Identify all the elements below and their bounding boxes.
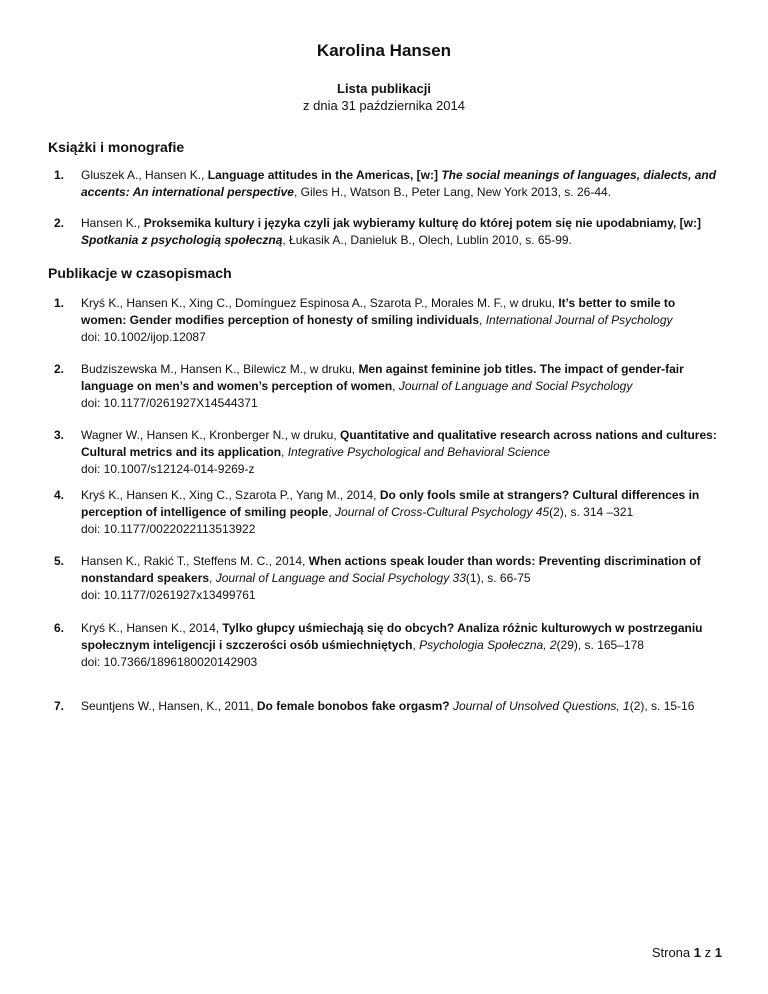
item-number: 7. bbox=[54, 699, 65, 713]
item-number: 1. bbox=[54, 168, 65, 182]
list-item bbox=[54, 487, 722, 538]
list-item bbox=[54, 295, 722, 346]
list-item bbox=[54, 427, 722, 478]
item-authors: Hansen K., bbox=[81, 216, 144, 230]
item-title: Do only fools smile at strangers? Cultural differences in perception of intelligence of smiling people bbox=[81, 488, 700, 519]
item-source: Spotkania z psychologią społeczną bbox=[81, 233, 283, 247]
page-label: Strona bbox=[651, 945, 691, 960]
section-heading-journals: Publikacje w czasopismach bbox=[48, 265, 232, 281]
list-date: z dnia 31 października 2014 bbox=[303, 98, 465, 113]
total-pages: 1 bbox=[714, 945, 722, 960]
list-title: Lista publikacji bbox=[337, 81, 431, 96]
list-item bbox=[54, 167, 722, 201]
item-number: 4. bbox=[54, 488, 65, 502]
item-title: Proksemika kultury i języka czyli jak wybieramy kulturę do której potem się nie upodabniamy, [w:] bbox=[143, 216, 701, 230]
item-number: 1. bbox=[54, 296, 65, 310]
item-title: It’s better to smile to women: Gender modifies perception of honesty of smiling individuals bbox=[81, 296, 676, 327]
item-sep: , bbox=[412, 638, 420, 652]
item-details: (1), s. 66-75 bbox=[465, 571, 531, 585]
page-footer bbox=[652, 945, 722, 960]
item-doi: doi: 10.1177/0261927x13499761 bbox=[81, 588, 256, 602]
item-authors: Hansen K., Rakić T., Steffens M. C., 2014, bbox=[81, 554, 309, 568]
item-journal: Journal of Language and Social Psychology bbox=[398, 379, 633, 393]
item-title: Men against feminine job titles. The impact of gender-fair language on men’s and women’s perception of women bbox=[81, 362, 684, 393]
list-item bbox=[54, 361, 722, 412]
item-details: (2), s. 314 –321 bbox=[549, 505, 634, 519]
item-journal: Psychologia Społeczna, 2 bbox=[419, 638, 557, 652]
item-number: 5. bbox=[54, 554, 65, 568]
item-sep: , bbox=[392, 379, 399, 393]
item-number: 2. bbox=[54, 216, 65, 230]
list-item bbox=[54, 698, 722, 715]
item-title: Quantitative and qualitative research across nations and cultures: Cultural metrics and its application bbox=[81, 428, 717, 459]
item-title: Tylko głupcy uśmiechają się do obcych? Analiza różnic kulturowych w postrzeganiu społecznym inteligencji i szczerości osób uśmiechniętych bbox=[81, 621, 703, 652]
item-journal: Integrative Psychological and Behavioral Science bbox=[287, 445, 550, 459]
item-doi: doi: 10.1177/0022022113513922 bbox=[81, 522, 256, 536]
section-heading-books: Książki i monografie bbox=[48, 139, 185, 155]
item-journal: Journal of Unsolved Questions, 1 bbox=[452, 699, 630, 713]
item-authors: Gluszek A., Hansen K., bbox=[81, 168, 208, 182]
page-of-label: z bbox=[704, 945, 712, 960]
item-journal: Journal of Cross-Cultural Psychology 45 bbox=[335, 505, 550, 519]
item-details: , Giles H., Watson B., Peter Lang, New York 2013, s. 26-44. bbox=[293, 185, 612, 199]
item-journal: International Journal of Psychology bbox=[485, 313, 673, 327]
item-title: When actions speak louder than words: Preventing discrimination of nonstandard speakers bbox=[81, 554, 701, 585]
item-sep: , bbox=[328, 505, 336, 519]
item-sep: , bbox=[479, 313, 486, 327]
item-details: (29), s. 165–178 bbox=[556, 638, 644, 652]
item-authors: Budziszewska M., Hansen K., Bilewicz M., w druku, bbox=[81, 362, 359, 376]
item-doi: doi: 10.1002/ijop.12087 bbox=[81, 330, 206, 344]
item-title: Do female bonobos fake orgasm? bbox=[256, 699, 450, 713]
item-authors: Kryś K., Hansen K., 2014, bbox=[81, 621, 223, 635]
author-name: Karolina Hansen bbox=[316, 41, 452, 60]
item-number: 3. bbox=[54, 428, 65, 442]
list-item bbox=[54, 620, 722, 671]
item-authors: Seuntjens W., Hansen, K., 2011, bbox=[81, 699, 257, 713]
item-authors: Wagner W., Hansen K., Kronberger N., w druku, bbox=[81, 428, 340, 442]
item-sep: , bbox=[209, 571, 216, 585]
item-authors: Kryś K., Hansen K., Xing C., Szarota P., Yang M., 2014, bbox=[81, 488, 380, 502]
item-source: The social meanings of languages, dialects, and accents: An international perspective bbox=[81, 168, 717, 199]
list-subtitle bbox=[0, 80, 768, 114]
item-number: 6. bbox=[54, 621, 65, 635]
list-item bbox=[54, 553, 722, 604]
item-details: (2), s. 15-16 bbox=[629, 699, 695, 713]
item-authors: Kryś K., Hansen K., Xing C., Domínguez Espinosa A., Szarota P., Morales M. F., w druku, bbox=[81, 296, 559, 310]
page-number: 1 bbox=[693, 945, 702, 960]
list-item bbox=[54, 215, 722, 249]
item-number: 2. bbox=[54, 362, 65, 376]
item-journal: Journal of Language and Social Psychology 33 bbox=[215, 571, 466, 585]
item-title: Language attitudes in the Americas, [w:] bbox=[207, 168, 442, 182]
item-sep: , bbox=[281, 445, 288, 459]
item-doi: doi: 10.1177/0261927X14544371 bbox=[81, 396, 258, 410]
item-doi: doi: 10.1007/s12124-014-9269-z bbox=[81, 462, 255, 476]
item-details: , Łukasik A., Danieluk B., Olech, Lublin 2010, s. 65-99. bbox=[282, 233, 572, 247]
item-doi: doi: 10.7366/1896180020142903 bbox=[81, 655, 258, 669]
